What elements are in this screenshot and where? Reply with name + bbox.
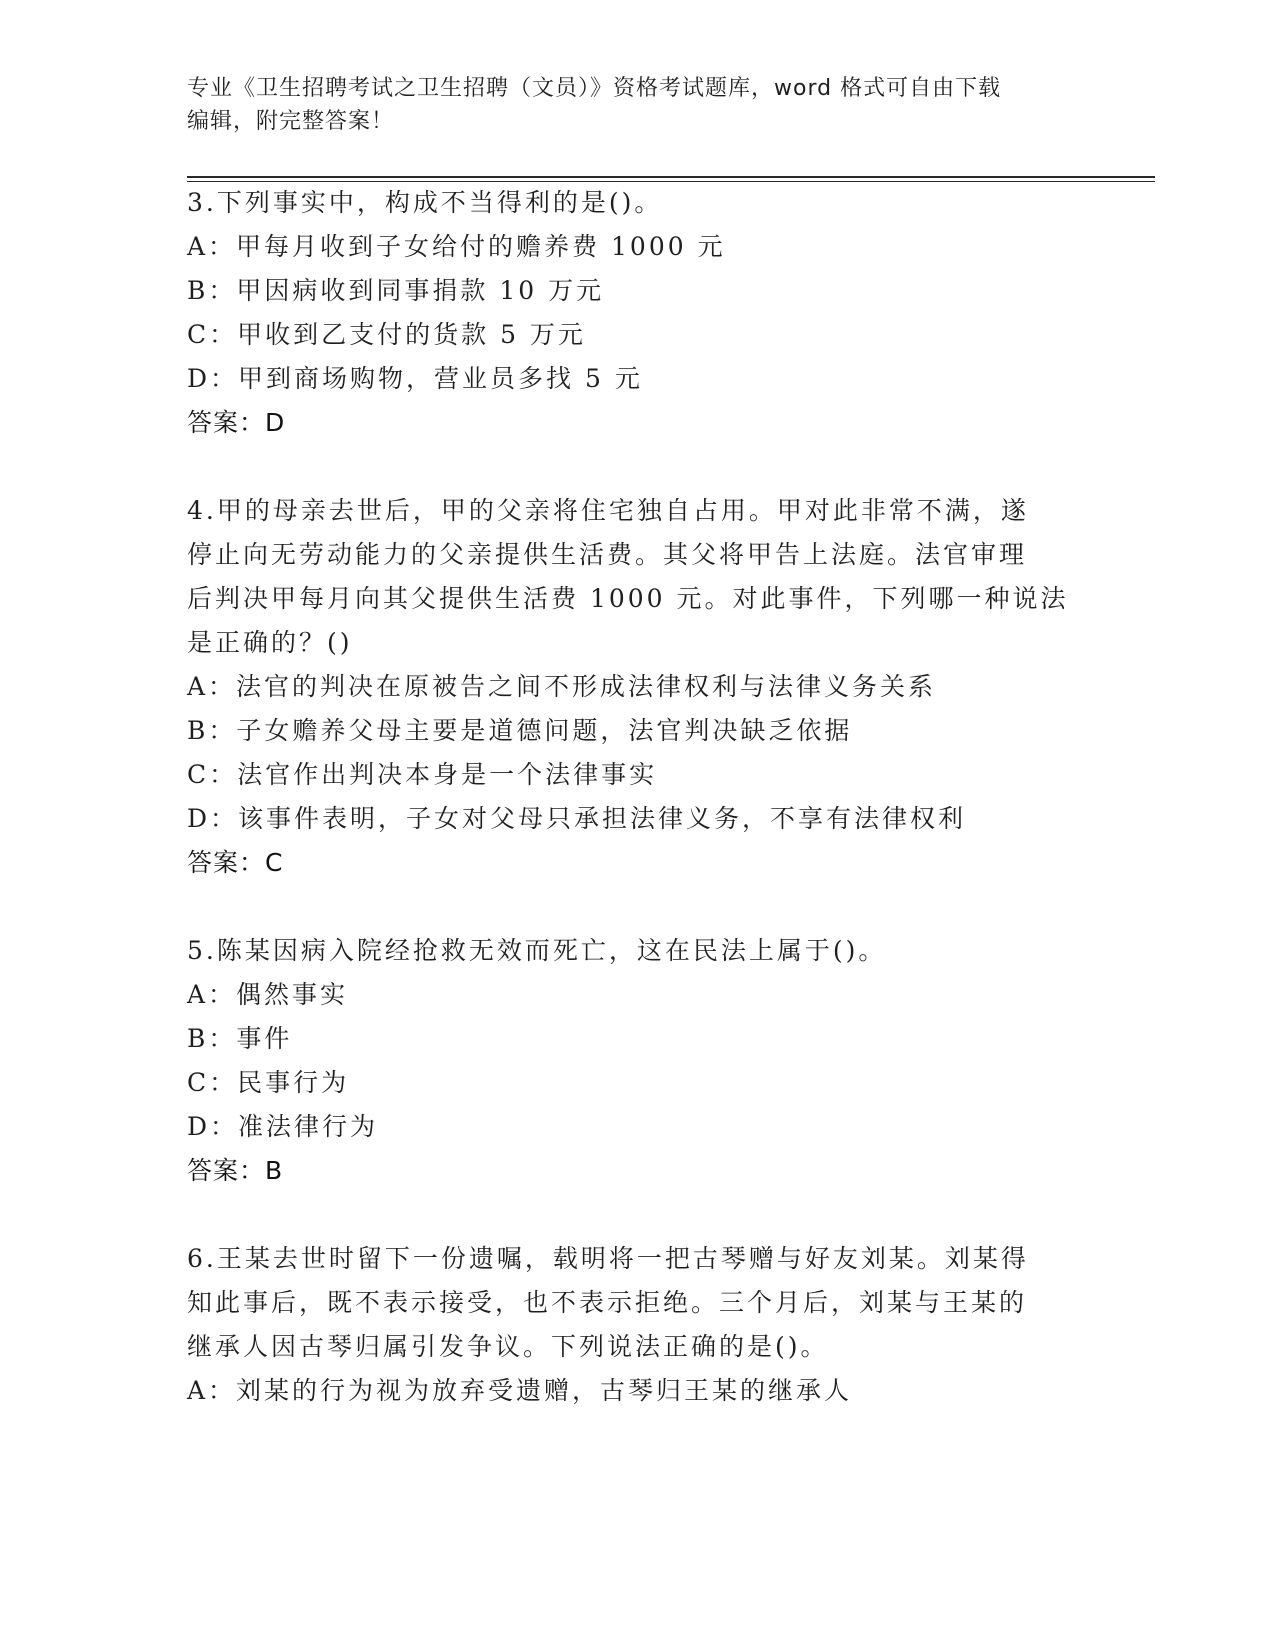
question-4-option-a: A：法官的判决在原被告之间不形成法律权利与法律义务关系 (187, 672, 937, 701)
document-header (187, 72, 1067, 138)
question-4-stem-line-4: 是正确的？() (187, 628, 353, 657)
question-6-stem-line-2: 知此事后，既不表示接受，也不表示拒绝。三个月后，刘某与王某的 (187, 1288, 1028, 1317)
question-4-option-d: D：该事件表明，子女对父母只承担法律义务，不享有法律权利 (187, 804, 967, 833)
header-divider-thick (187, 176, 1155, 178)
question-4-stem-line-1: 4.甲的母亲去世后，甲的父亲将住宅独自占用。甲对此非常不满，遂 (187, 496, 1029, 525)
question-4-stem-line-3: 后判决甲每月向其父提供生活费 1000 元。对此事件，下列哪一种说法 (187, 584, 1069, 613)
question-4-option-c: C：法官作出判决本身是一个法律事实 (187, 760, 658, 789)
question-5-option-c: C：民事行为 (187, 1068, 350, 1097)
question-5-option-b: B：事件 (187, 1024, 293, 1053)
question-3-stem-line-1: 3.下列事实中，构成不当得利的是()。 (187, 188, 663, 217)
question-4-stem-line-2: 停止向无劳动能力的父亲提供生活费。其父将甲告上法庭。法官审理 (187, 540, 1028, 569)
question-6-stem-line-3: 继承人因古琴归属引发争议。下列说法正确的是()。 (187, 1332, 829, 1361)
question-5-answer: 答案：B (187, 1156, 284, 1185)
question-3-option-a: A：甲每月收到子女给付的赡养费 1000 元 (187, 232, 726, 261)
question-5-option-d: D：准法律行为 (187, 1112, 379, 1141)
header-line-1: 专业《卫生招聘考试之卫生招聘（文员）》资格考试题库，word 格式可自由下载 (187, 76, 1002, 101)
question-3-option-b: B：甲因病收到同事捐款 10 万元 (187, 276, 605, 305)
question-4-option-b: B：子女赡养父母主要是道德问题，法官判决缺乏依据 (187, 716, 853, 745)
question-5-stem-line-1: 5.陈某因病入院经抢救无效而死亡，这在民法上属于()。 (187, 936, 887, 965)
question-6-option-a: A：刘某的行为视为放弃受遗赠，古琴归王某的继承人 (187, 1376, 853, 1405)
question-5-option-a: A：偶然事实 (187, 980, 349, 1009)
header-line-2: 编辑，附完整答案！ (187, 109, 395, 134)
question-6-stem-line-1: 6.王某去世时留下一份遗嘱，载明将一把古琴赠与好友刘某。刘某得 (187, 1244, 1029, 1273)
question-3-option-d: D：甲到商场购物，营业员多找 5 元 (187, 364, 643, 393)
question-3-option-c: C：甲收到乙支付的货款 5 万元 (187, 320, 586, 349)
question-3-answer: 答案：D (187, 408, 286, 437)
question-4-answer: 答案：C (187, 848, 284, 877)
